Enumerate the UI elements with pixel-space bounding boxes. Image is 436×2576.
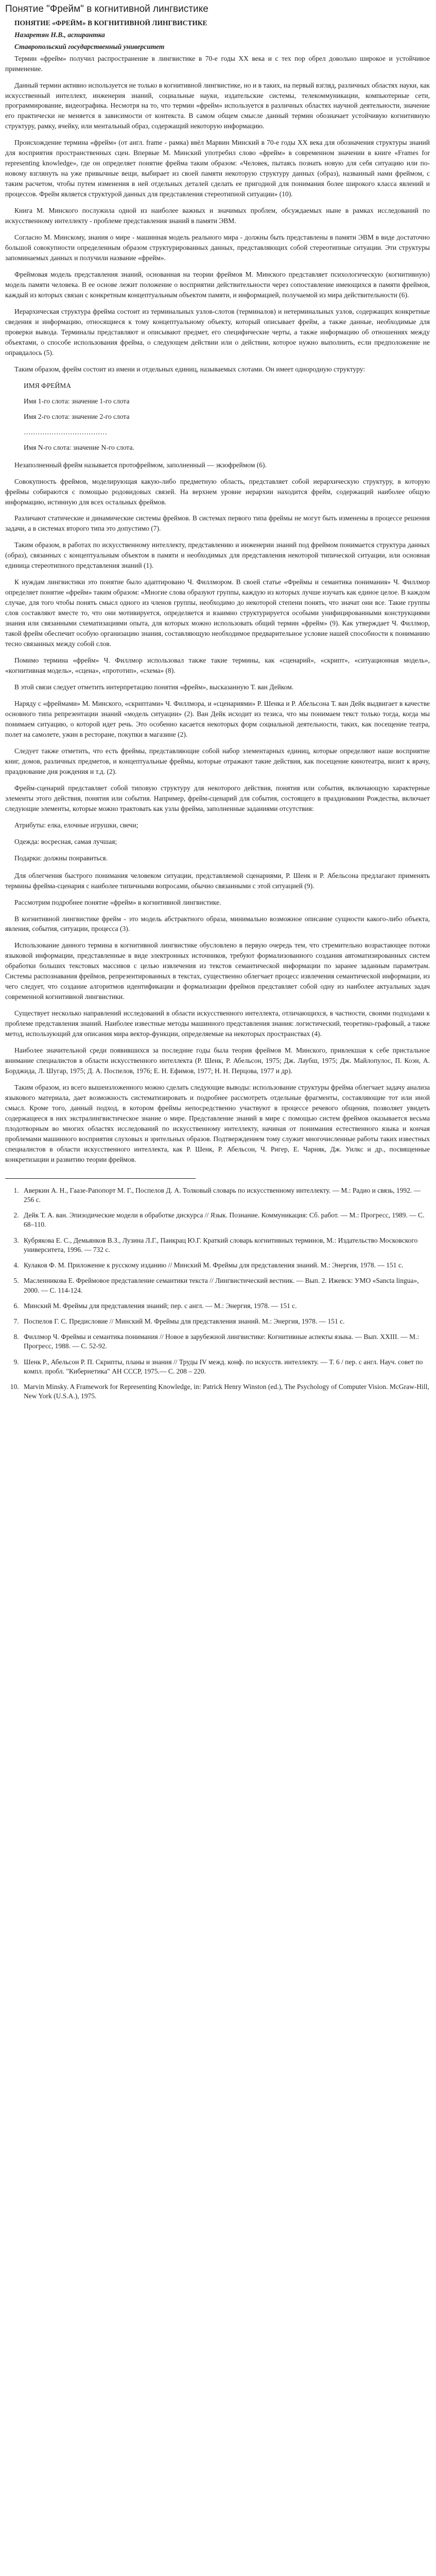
reference-item: 10. Marvin Minsky. A Framework for Representing Knowledge, in: Patrick Henry Winston (ed.), The Psychology of Computer Vision. McGraw-Hill, New York (U.S.A.), 1975. xyxy=(21,1382,430,1401)
reference-item: 5. Масленникова Е. Фреймовое представление семантики текста // Лингвистический вестник. — Вып. 2. Ижевск: УМО «Sancta lingua», 2000. — С. 114-124. xyxy=(21,1276,430,1295)
paragraph: Термин «фрейм» получил распространение в лингвистике в 70-е годы XX века и с тех пор обрел довольно широкое и устойчивое применение. xyxy=(5,54,430,73)
paragraph: Рассмотрим подробнее понятие «фрейм» в когнитивной лингвистике. xyxy=(14,898,221,906)
article-body xyxy=(5,54,430,1165)
scenario-attributes xyxy=(14,820,430,863)
paragraph: Для облегчения быстрого понимания человеком ситуации, представляемой сценариями, Р. Шенк и Р. Абельсона предлагают применять термины фрейма-сценария с наиболее типичными вопросами, обычно связанными с этой ситуацией (9). xyxy=(5,871,430,890)
attribute-line: Подарки: должны понравиться. xyxy=(14,854,108,862)
paragraph: Книга М. Минского послужила одной из наиболее важных и значимых проблем, обсуждаемых ныне в рамках исследований по искусственному интеллекту - проблеме представления знаний в памяти ЭВМ. xyxy=(5,207,430,225)
paragraph: В когнитивной лингвистике фрейм - это модель абстрактного образа, минимально возможное описание сущности какого-либо объекта, явления, события, ситуации, процесса (3). xyxy=(5,914,430,933)
attribute-line: Атрибуты: елка, елочные игрушки, свечи; xyxy=(14,821,138,829)
frame-name: ИМЯ ФРЕЙМА xyxy=(24,381,72,389)
article-title: ПОНЯТИЕ «ФРЕЙМ» В КОГНИТИВНОЙ ЛИНГВИСТИКЕ xyxy=(14,19,207,27)
paragraph: Согласно М. Минскому, знания о мире - машинная модель реального мира - должны быть представлены в памяти ЭВМ в виде достаточно большой совокупности определенным образом структурированных данных, представляющих собой стереотипные ситуации. Эти структуры запоминаемых данных и получили название «фрейм». xyxy=(5,233,430,262)
paragraph-group-main xyxy=(5,460,430,814)
frame-slot: Имя N-го слота: значение N-го слота. xyxy=(24,443,134,451)
reference-item: 1. Аверкин А. Н., Гаазе-Рапопорт М. Г., Поспелов Д. А. Толковый словарь по искусственному интеллекту. — М.: Радио и связь, 1992. — 256 с. xyxy=(21,1186,430,1205)
reference-item: 8. Филлмор Ч. Фреймы и семантика понимания // Новое в зарубежной лингвистике: Когнитивные аспекты языка. — Вып. XXIII. — М.: Прогресс, 1988. — С. 52-92. xyxy=(21,1332,430,1351)
paragraph-group-intro xyxy=(5,54,430,375)
paragraph: Различают статические и динамические системы фреймов. В системах первого типа фреймы не могут быть изменены в процессе решения задачи, а в системах второго типа это допустимо (7). xyxy=(5,514,430,533)
paragraph: Фрейм-сценарий представляет собой типовую структуру для некоторого действия, понятия или события, включающую характерные элементы этого действия, понятия или события. Например, фрейм-сценарий для события, состоящего в праздновании Рождества, включает следующие элементы, которые можно трактовать как узлы фрейма, заполненные заданиями отсутствия: xyxy=(5,784,430,812)
reference-item: 9. Шенк Р., Абельсон Р. П. Скрипты, планы и знания // Труды IV межд. конф. по искусств. интеллекту. — Т. 6 / пер. с англ. Науч. совет по компл. пробл. "Кибернетика" АН СССР, 1975.— С. 208 – 220. xyxy=(21,1358,430,1376)
frame-slot: Имя 1-го слота: значение 1-го слота xyxy=(24,397,130,405)
paragraph: Следует также отметить, что есть фреймы, представляющие собой набор элементарных единиц, которые определяют наше восприятие книг, домов, различных предметов, и концептуальные фреймы, которые отражают такие действия, как посещение кинотеатра, визит к врачу, празднование дня рождения и т.д. (2). xyxy=(5,747,430,775)
references-divider xyxy=(5,1178,196,1179)
frame-slot: Имя 2-го слота: значение 2-го слота xyxy=(24,412,130,420)
reference-item: 6. Минский М. Фреймы для представления знаний; пер. с англ. — М.: Энергия, 1978. — 151 с. xyxy=(21,1301,430,1311)
paragraph-group-conclusion xyxy=(5,871,430,1165)
references-list xyxy=(5,1186,430,1401)
reference-item: 3. Кубрякова Е. С., Демьянков В.З., Лузина Л.Г., Панкрац Ю.Г. Краткий словарь когнитивных терминов, М.: Издательство Московского университета, 1996. — 732 с. xyxy=(21,1236,430,1255)
organization-line: Ставропольский государственный университет xyxy=(14,42,165,50)
paragraph: Данный термин активно используется не только в когнитивной лингвистике, но и в таких, на первый взгляд, различных областях науки, как искусственный интеллект, инженерия знаний, социальные науки, издательские системы, телекоммуникации, компьютерные сети, программирование, видеографика. Несмотря на то, что термин «фрейм» используется в различных областях научной деятельности, значение его практически не меняется в зависимости от контекста. В самом общем смысле данный термин обозначает устойчивую когнитивную структуру, рамку, ячейку, или ментальный образ, содержащий некоторую информацию. xyxy=(5,81,430,130)
paragraph: Таким образом, фрейм состоит из имени и отдельных единиц, называемых слотами. Он имеет однородную структуру: xyxy=(14,365,365,373)
reference-item: 2. Дейк Т. А. ван. Эпизодические модели в обработке дискурса // Язык. Познание. Коммуникация: Сб. работ. — М.: Прогресс, 1989. — С. 68–110. xyxy=(21,1211,430,1229)
paragraph: Таким образом, в работах по искусственному интеллекту, представлению и инженерии знаний под фреймом понимается структура данных (образ), связанных с концептуальным объектом в памяти и необходимых для представления некоторой типической ситуации, или основная единица стереотипного представления знаний (1). xyxy=(5,541,430,570)
paragraph: Наиболее значительной среди появившихся за последние годы была теория фреймов М. Минского, привлекшая к себе пристальное внимание специалистов в области искусственного интеллекта (Р. Шенк, Р. Абельсон, 1975; Дж. Лаубш, 1975; Дж. Майлопулос, П. Коэн, А. Борджида, Л. Шугар, 1975; Д. А. Поспелов, 1976; Е. Н. Ефимов, 1977; Н. Н. Перцова, 1977 и др). xyxy=(5,1046,430,1075)
paragraph: Помимо термина «фрейм» Ч. Филлмор использовал также такие термины, как «сценарий», «скрипт», «ситуационная модель», «когнитивная модель», «сцена», «прототип», «схема» (8). xyxy=(5,656,430,675)
paragraph: Незаполненный фрейм называется протофреймом, заполненный — экзофреймом (6). xyxy=(14,461,267,469)
paragraph: Происхождение термина «фрейм» (от англ. frame - рамка) ввёл Марвин Минский в 70-е годы XX века для обозначения структуры знаний для восприятия пространственных сцен. Впервые М. Минский употребил слово «фрейм» в современном значении в книге «Frames for representing knowledge», где он определяет понятие фрейма таким образом: «Человек, пытаясь познать новую для себя ситуацию или по-новому взглянуть на уже привычные вещи, выбирает из своей памяти некоторую структуру данных (образ), названный нами фреймом, с таким расчетом, чтобы путем изменения в ней отдельных деталей сделать ее пригодной для понимания более широкого класса явлений и процессов. Фрейм является структурой данных для представления стереотипной ситуации» (10). xyxy=(5,139,430,198)
paragraph: Таким образом, из всего вышеизложенного можно сделать следующие выводы: использование структуры фрейма облегчает задачу анализа языкового материала, дает возможность систематизировать и подробнее рассмотреть отдельные фрагменты, составляющие тот или иной смысл. Кроме того, данный подход, в котором фреймы непосредственно участвуют в процессе речевого общения, позволяет увидеть содержащееся в них экстралингвистическое знание о мире. Представление знаний в мире с помощью систем фреймов оказывается весьма плодотворным во многих областях исследований по искусственному интеллекту, начиная от понимания естественного языка и кончая проблемами машинного восприятия слуховых и зрительных образов. Подтверждением тому служит многочисленные работы таких известных специалистов в области искусственного интеллекта, как Р. Шенк, Р. Абельсон, Ч. Ригер, Е. Чарняк, Дж. Уилкс и др., посвященные конкретизации и развитию теории фреймов. xyxy=(5,1083,430,1163)
paragraph: Наряду с «фреймами» М. Минского, «скриптами» Ч. Филлмора, и «сценариями» Р. Шенка и Р. Абельсона Т. ван Дейк выдвигает в качестве основного типа репрезентации знаний «модель ситуации» (2). Ван Дейк исходит из тезиса, что мы понимаем текст только тогда, когда мы понимаем ситуацию, о которой идет речь. Это особенно касается некоторых форм социальной деятельности, таких, как посещение театра, полет на самолете, ужин в ресторане, покупки в магазине (2). xyxy=(5,700,430,738)
paragraph: В этой связи следует отметить интерпретацию понятия «фрейм», высказанную Т. ван Дейком. xyxy=(14,683,294,691)
article-header xyxy=(5,18,430,52)
paragraph: Фреймовая модель представления знаний, основанная на теории фреймов М. Минского представляет психологическую (когнитивную) модель памяти человека. В ее основе лежит положение о восприятии действительности через сопоставление имеющихся в памяти фреймов, каждый из которых связан с конкретным концептуальным объектом памяти, и информацией, получаемой из мира действительности (6). xyxy=(5,270,430,299)
paragraph: Иерархическая структура фрейма состоит из терминальных узлов-слотов (терминалов) и нетерминальных узлов, содержащих конкретные сведения и информацию, относящиеся к тому концептуальному объекту, который описывает фрейм, а также данные, необходимые для проверки вывода. Терминалы представляют и описывают предмет, его специфические черты, а также информацию об отношениях между объектами, о способе использования фрейма, о следующем действии или о действии, которое нужно выполнить, если предположение не оправдалось (5). xyxy=(5,307,430,357)
page-title: Понятие "Фрейм" в когнитивной лингвистике xyxy=(5,4,208,14)
reference-item: 7. Поспелов Г. С. Предисловие // Минский М. Фреймы для представления знаний. М.: Энергия, 1978. — 151 с. xyxy=(21,1317,430,1326)
paragraph: Использование данного термина в когнитивной лингвистике обусловлено в первую очередь тем, что стремительно возрастающее потоки языковой информации, представленные в виде электронных источников, требуют формализованного создания автоматизированных систем обработки больших текстовых массивов с целью извлечения из текстов семантической информации по заранее заданным параметрам. Системы распознавания фреймов, репрезентированных в текстах, существенно облегчает процесс извлечения семантической информации, из чего следует, что создание алгоритмов идентификации и формализации фреймов представляет собой одну из наиболее актуальных задач современной когнитивной лингвистики. xyxy=(5,941,430,1001)
frame-ellipsis: ……………………………… xyxy=(24,428,107,436)
author-line: Назаретян Н.В., аспирантка xyxy=(14,30,105,39)
attribute-line: Одежда: восресная, самая лучшая; xyxy=(14,837,117,845)
paragraph: Существует несколько направлений исследований в области искусственного интеллекта, отличающихся, в частности, своими подходами к проблеме представления знаний. Наиболее известные методы машинного представления знания: логистический, теоретико-графовый, а также метод, использующий для описания мира вектор-функции, определяемые на некоторых пространствах (4). xyxy=(5,1009,430,1038)
reference-item: 4. Кулаков Ф. М. Приложение к русскому изданию // Минский М. Фреймы для представления знаний. М.: Энергия, 1978. — 151 с. xyxy=(21,1261,430,1270)
frame-structure xyxy=(24,381,430,453)
paragraph: К нуждам лингвистики это понятие было адаптировано Ч. Филлмором. В своей статье «Фреймы и семантика понимания» Ч. Филлмор определяет понятие «фрейм» таким образом: «Многие слова образуют группы, каждую из которых лучше изучать как единое целое. В каждом случае, для того чтобы понять смысл одного из членов группы, необходимо до некоторой степени понять, что значат они все. Такие группы слов составляют вместе то, что они мотивируется, определяется и взаимно структурируется особыми унифицированными конструкциями знания или связанными схематизациями опыта, для которых можно использовать общий термин «фрейм» (9). Как утверждает Ч. Филлмор, такой фрейм обеспечит особую организацию знания, составляющую необходимое предварительное условие нашей способности к пониманию тесно связанных между собой слов. xyxy=(5,578,430,648)
paragraph: Совокупность фреймов, моделирующая какую-либо предметную область, представляет собой иерархическую структуру, в которую фреймы собираются с помощью родовидовых связей. На верхнем уровне иерархии находится фрейм, содержащий наиболее общую информацию, истинную для всех остальных фреймов. xyxy=(5,477,430,506)
